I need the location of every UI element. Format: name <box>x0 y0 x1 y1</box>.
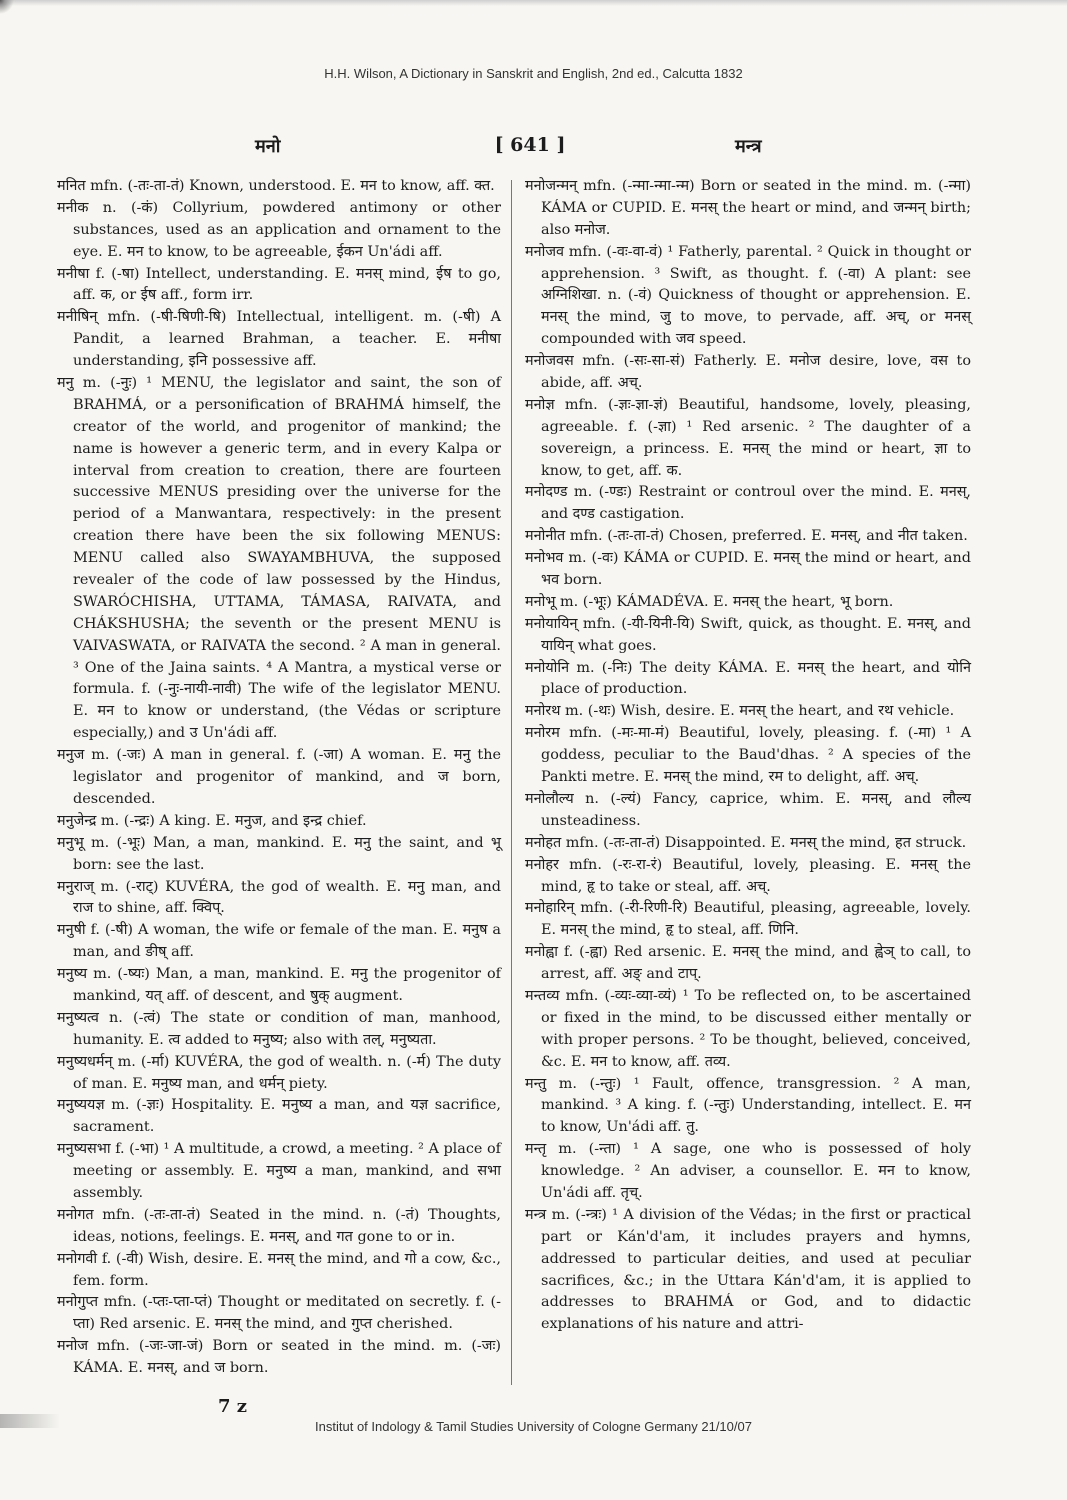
scan-shadow <box>0 0 20 20</box>
dictionary-entry: मनीक n. (-कं) Collyrium, powdered antimony or other substances, used as an application and ornament to the eye. E. मन to know, to be agreeable, ईकन Un'ádi aff. <box>57 199 501 260</box>
dictionary-entry: मनुष्यधर्मन् m. (-र्मा) KUVÉRA, the god of wealth. n. (-र्म) The duty of man. E. मनुष्य man, and धर्मन् piety. <box>57 1053 501 1092</box>
dictionary-entry: मनोगत mfn. (-तः-ता-तं) Seated in the mind. n. (-तं) Thoughts, ideas, notions, feelings. E. मनस्, and गत gone to or in. <box>57 1206 501 1245</box>
dictionary-entry: मनोज mfn. (-जः-जा-जं) Born or seated in the mind. m. (-जः) KÁMA. E. मनस्, and ज born. <box>57 1338 501 1377</box>
page-number: [ 641 ] <box>494 134 566 156</box>
dictionary-entry: मनोहारिन् mfn. (-री-रिणी-रि) Beautiful, pleasing, agreeable, lovely. E. मनस् the mind, हृ to steal, aff. णिनि. <box>525 900 971 939</box>
dictionary-entry: मनित mfn. (-तः-ता-तं) Known, understood. E. मन to know, aff. क्त. <box>57 178 495 194</box>
dictionary-entry: मनुभू m. (-भूः) Man, a man, mankind. E. मनु the saint, and भू born: see the last. <box>57 834 501 873</box>
dictionary-entry: मनोरम mfn. (-मः-मा-मं) Beautiful, lovely, pleasing. f. (-मा) ¹ A goddess, peculiar to the Baud'dhas. ² A species of the Pankti metre. E. मनस् the mind, रम to delight, aff. अच्. <box>525 725 971 786</box>
dictionary-entry: मनोभव m. (-वः) KÁMA or CUPID. E. मनस् the mind or heart, and भव born. <box>525 550 971 589</box>
dictionary-entry: मनोरथ m. (-थः) Wish, desire. E. मनस् the heart, and रथ vehicle. <box>525 703 955 720</box>
dictionary-entry: मनुष्ययज्ञ m. (-ज्ञः) Hospitality. E. मनुष्य a man, and यज्ञ sacrifice, sacrament. <box>57 1097 501 1136</box>
dictionary-entry: मन्तु m. (-न्तुः) ¹ Fault, offence, transgression. ² A man, mankind. ³ A king. f. (-न्तुः) Understanding, intellect. E. मन to know, Un'ádi aff. तु. <box>525 1075 971 1136</box>
dictionary-entry: मनु m. (-नुः) ¹ MENU, the legislator and saint, the son of BRAHMÁ, or a personification of BRAHMÁ himself, the creator of the world, and progenitor of mankind; the name is however a generic term, and in every Kalpa or interval from creation to creation, there are fourteen successive MENUS presiding over the universe for the period of a Manwantara, respectively: in the present creation there have been the six following MENUS: MENU called also SWAYAMBHUVA, the supposed revealer of the code of law possessed by the Hindus, SWARÓCHISHA, UTTAMA, TÁMASA, RAIVATA, and CHÁKSHUSHA; the seventh or the present MENU is VAIVASWATA, or RAIVATA the second. ² A man in general. ³ One of the Jaina saints. ⁴ A Mantra, a mystical verse or formula. f. (-नुः-नायी-नावी) The wife of the legislator MENU. E. मन to know or understand, (the Védas or scripture especially,) and उ Un'ádi aff. <box>57 375 501 742</box>
dictionary-entry: मन्तव्य mfn. (-व्यः-व्या-व्यं) ¹ To be reflected on, to be ascertained or fixed in the mind, to be discussed either mentally or with proper persons. ² To be thought, believed, conceived, &c. E. मन to know, aff. तव्य. <box>525 987 971 1070</box>
right-column <box>525 176 971 1336</box>
column-divider <box>511 180 512 1385</box>
dictionary-entry: मनोजन्मन् mfn. (-न्मा-न्मा-न्म) Born or seated in the mind. m. (-न्मा) KÁMA or CUPID. E. मनस् the heart or mind, and जन्मन् birth; also मनोज. <box>525 178 971 238</box>
dictionary-entry: मनीषा f. (-षा) Intellect, understanding. E. मनस् mind, ईष to go, aff. क, or ईष aff., form irr. <box>57 265 501 304</box>
dictionary-entry: मनुजेन्द्र m. (-न्द्रः) A king. E. मनुज, and इन्द्र chief. <box>57 812 367 829</box>
dictionary-entry: मनोगवी f. (-वी) Wish, desire. E. मनस् the mind, and गो a cow, &c., fem. form. <box>57 1250 501 1289</box>
source-header: H.H. Wilson, A Dictionary in Sanskrit and English, 2nd ed., Calcutta 1832 <box>324 66 743 81</box>
dictionary-entry: मन्तृ m. (-न्ता) ¹ A sage, one who is possessed of holy knowledge. ² An adviser, a counsellor. E. मन to know, Un'ádi aff. तृच्. <box>525 1141 971 1201</box>
scan-edge <box>0 0 1067 6</box>
dictionary-entry: मनीषिन् mfn. (-षी-षिणी-षि) Intellectual, intelligent. m. (-षी) A Pandit, a learned Brahman, a teacher. E. मनीषा understanding, इनि possessive aff. <box>57 309 501 370</box>
dictionary-entry: मनुष्य m. (-ष्यः) Man, a man, mankind. E. मनु the progenitor of mankind, यत् aff. of descent, and षुक् augment. <box>57 966 501 1004</box>
dictionary-entry: मनोह्वा f. (-ह्वा) Red arsenic. E. मनस् the mind, and ह्वेञ् to call, to arrest, aff. अङ् and टाप्. <box>525 944 971 983</box>
dictionary-entry: मनोयोनि m. (-निः) The deity KÁMA. E. मनस् the heart, and योनि place of production. <box>525 659 971 698</box>
dictionary-entry: मनोजवस mfn. (-सः-सा-सं) Fatherly. E. मनोज desire, love, वस to abide, aff. अच्. <box>525 353 971 392</box>
dictionary-entry: मन्त्र m. (-न्त्रः) ¹ A division of the Védas; in the first or practical part or Kán'd'am, it includes prayers and hymns, addressed to particular deities, and used at peculiar sacrifices, &c.; in the Uttara Kán'd'am, it is applied to addresses to BRAHMÁ or God, and to didactic explanations of his nature and attri- <box>525 1206 971 1333</box>
running-head-left: मनो <box>255 136 281 157</box>
dictionary-entry: मनुषी f. (-षी) A woman, the wife or female of the man. E. मनुष a man, and ङीष् aff. <box>57 922 501 961</box>
dictionary-entry: मनोनीत mfn. (-तः-ता-तं) Chosen, preferred. E. मनस्, and नीत taken. <box>525 528 968 545</box>
running-head-right: मन्त्र <box>735 136 762 157</box>
dictionary-entry: मनुराज् m. (-राट्) KUVÉRA, the god of wealth. E. मनु man, and राज to shine, aff. क्विप्. <box>57 878 501 917</box>
dictionary-entry: मनोहत mfn. (-तः-ता-तं) Disappointed. E. मनस् the mind, हत struck. <box>525 834 967 851</box>
left-column <box>57 176 501 1380</box>
dictionary-entry: मनोज्ञ mfn. (-ज्ञः-ज्ञा-ज्ञं) Beautiful, handsome, lovely, pleasing, agreeable. f. (-ज्ञा) ¹ Red arsenic. ² The daughter of a sovereign, a princess. E. मनस् the mind or heart, ज्ञा to know, to get, aff. क. <box>525 396 971 479</box>
dictionary-entry: मनोजव mfn. (-वः-वा-वं) ¹ Fatherly, parental. ² Quick in thought or apprehension. ³ Swift, as thought. f. (-वा) A plant: see अग्निशिखा. n. (-वं) Quickness of thought or apprehension. E. मनस् the mind, जु to move, to pervade, aff. अच्, or मनस् compounded with जव speed. <box>525 243 971 348</box>
dictionary-entry: मनोहर mfn. (-रः-रा-रं) Beautiful, lovely, pleasing. E. मनस् the mind, हृ to take or steal, aff. अच्. <box>525 856 971 895</box>
dictionary-entry: मनोगुप्त mfn. (-प्तः-प्ता-प्तं) Thought or meditated on secretly. f. (-प्ता) Red arsenic. E. मनस् the mind, and गुप्त cherished. <box>57 1294 501 1333</box>
dictionary-entry: मनुष्यसभा f. (-भा) ¹ A multitude, a crowd, a meeting. ² A place of meeting or assembly. E. मनुष्य a man, mankind, and सभा assembly. <box>57 1141 501 1201</box>
dictionary-entry: मनुष्यत्व n. (-त्वं) The state or condition of man, manhood, humanity. E. त्व added to मनुष्य; also with तल्, मनुष्यता. <box>57 1009 501 1048</box>
dictionary-entry: मनोलौल्य n. (-ल्यं) Fancy, caprice, whim. E. मनस्, and लौल्य unsteadiness. <box>525 790 971 829</box>
dictionary-entry: मनोयायिन् mfn. (-यी-यिनी-यि) Swift, quick, as thought. E. मनस्, and यायिन् what goes. <box>525 615 971 654</box>
source-footer: Institut of Indology & Tamil Studies University of Cologne Germany 21/10/07 <box>315 1419 752 1434</box>
dictionary-entry: मनुज m. (-जः) A man in general. f. (-जा) A woman. E. मनु the legislator and progenitor of mankind, and ज born, descended. <box>57 747 501 807</box>
signature-mark: 7 z <box>218 1396 248 1417</box>
dictionary-entry: मनोभू m. (-भूः) KÁMADÉVA. E. मनस् the heart, भू born. <box>525 593 894 610</box>
running-head <box>0 134 1067 164</box>
dictionary-entry: मनोदण्ड m. (-ण्डः) Restraint or controul over the mind. E. मनस्, and दण्ड castigation. <box>525 484 971 523</box>
